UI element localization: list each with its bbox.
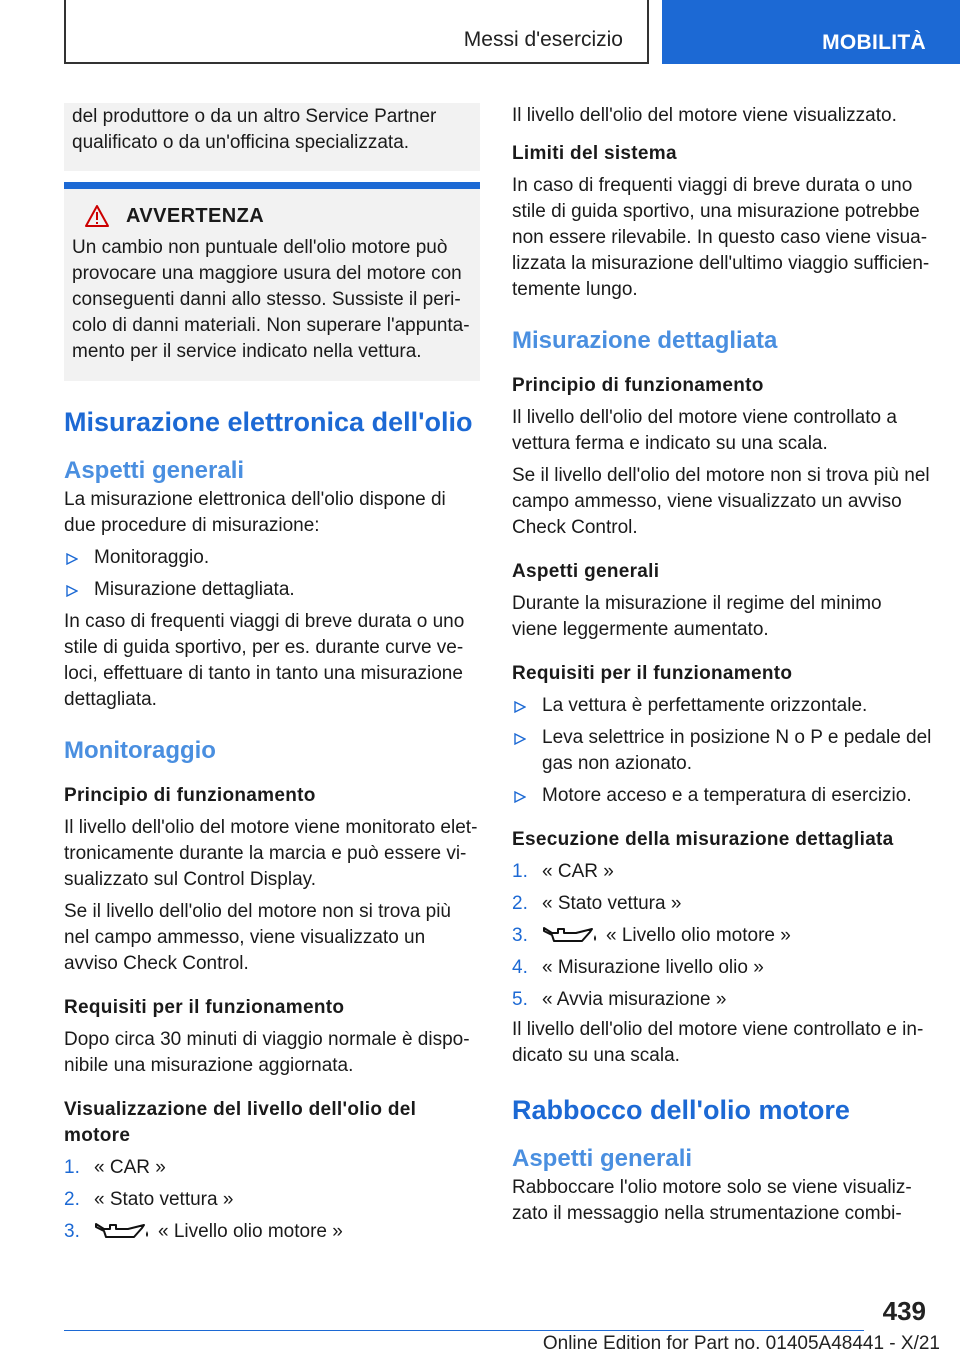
triangle-bullet-icon [514, 701, 526, 713]
warning-title: AVVERTENZA [126, 205, 265, 227]
step-text: « Livello olio motore » [158, 1221, 343, 1242]
header-chapter-tab [662, 0, 960, 64]
procedure-list [64, 545, 480, 603]
heading-system-limits: Limiti del sistema [512, 143, 677, 164]
limits-paragraph: In caso di frequenti viaggi di breve durata o uno stile di guida sportivo, una misurazione potrebbe non essere rilevabile. In questo caso viene visualizzata la misurazione dell'ultimo viaggio sufficientemente lungo. [512, 175, 930, 300]
requirements-list [512, 693, 932, 809]
step-item [64, 1187, 480, 1213]
step-number: 4. [512, 957, 528, 978]
heading-principle: Principio di funzionamento [64, 785, 316, 806]
step-item [512, 987, 932, 1013]
heading-requirements-detailed: Requisiti per il funzionamento [512, 663, 793, 684]
triangle-bullet-icon [514, 733, 526, 745]
list-item [512, 693, 932, 719]
warning-text: Un cambio non puntuale dell'olio motore può provocare una maggiore usura del motore con conseguenti danni allo stesso. Sussiste il pericolo di danni materiali. Non superare l'appuntamento per il service indicato nella vettura. [72, 237, 470, 362]
detailed-principle-paragraph-1: Il livello dell'olio del motore viene controllato a vettura ferma e indicato su una scala. [512, 407, 897, 454]
heading-general-detailed: Aspetti generali [512, 561, 660, 582]
principle-paragraph-2: Se il livello dell'olio del motore non si trova più nel campo ammesso, viene visualizzato un avviso Check Control. [64, 901, 451, 974]
subheading-detailed-measurement: Misurazione dettagliata [512, 327, 778, 354]
refill-paragraph: Rabboccare l'olio motore solo se viene visualizzato il messaggio nella strumentazione combi- [512, 1177, 912, 1224]
subheading-monitoring: Monitoraggio [64, 737, 216, 764]
warning-divider [64, 182, 480, 189]
heading-principle-detailed: Principio di funzionamento [512, 375, 764, 396]
right-top-paragraph: Il livello dell'olio del motore viene visualizzato. [512, 105, 897, 126]
page-number: 439 [882, 1296, 926, 1326]
after-steps-paragraph: Il livello dell'olio del motore viene controllato e indicato su una scala. [512, 1019, 924, 1066]
step-number: 5. [512, 989, 528, 1010]
intro-box [64, 103, 480, 171]
step-text: « Stato vettura » [542, 893, 682, 914]
triangle-bullet-icon [514, 791, 526, 803]
list-item-text: La vettura è perfettamente orizzontale. [542, 695, 868, 716]
right-column [512, 103, 932, 1227]
step-item [512, 923, 932, 949]
requirements-paragraph: Dopo circa 30 minuti di viaggio normale è disponibile una misurazione aggiornata. [64, 1029, 470, 1076]
list-item [512, 725, 932, 777]
warning-triangle-icon [84, 204, 110, 228]
heading-display-level: Visualizzazione del livello dell'olio del motore [64, 1099, 417, 1146]
footer-edition: Online Edition for Part no. 01405A48441 - X/21 [542, 1333, 940, 1354]
step-text: « Avvia misurazione » [542, 989, 727, 1010]
step-text: « CAR » [542, 861, 614, 882]
list-item-text: Monitoraggio. [94, 547, 210, 568]
header-section-title: Messi d'esercizio [463, 28, 623, 51]
step-item [64, 1155, 480, 1181]
section-title-refill: Rabbocco dell'olio motore [512, 1095, 850, 1125]
step-number: 2. [512, 893, 528, 914]
intro-text: del produttore o da un altro Service Partner qualificato o da un'officina specializzata. [72, 106, 437, 153]
warning-box [64, 189, 480, 381]
step-number: 3. [512, 925, 528, 946]
oil-can-icon [542, 923, 598, 945]
step-text: « Misurazione livello olio » [542, 957, 764, 978]
step-number: 3. [64, 1221, 80, 1242]
detailed-general-paragraph: Durante la misurazione il regime del minimo viene leggermente aumentato. [512, 593, 882, 640]
detailed-principle-paragraph-2: Se il livello dell'olio del motore non si trova più nel campo ammesso, viene visualizzato un avviso Check Control. [512, 465, 930, 538]
display-steps [64, 1155, 480, 1245]
list-item-text: Motore acceso e a temperatura di esercizio. [542, 785, 912, 806]
step-number: 1. [512, 861, 528, 882]
subheading-general: Aspetti generali [64, 457, 245, 484]
step-number: 1. [64, 1157, 80, 1178]
step-item [512, 955, 932, 981]
list-item [512, 783, 932, 809]
heading-execution: Esecuzione della misurazione dettagliata [512, 829, 894, 850]
warning-header [72, 203, 472, 229]
step-number: 2. [64, 1189, 80, 1210]
section-title-oil-measurement: Misurazione elettronica dell'olio [64, 407, 473, 437]
heading-requirements: Requisiti per il funzionamento [64, 997, 345, 1018]
step-text: « Livello olio motore » [606, 925, 791, 946]
general-paragraph-2: In caso di frequenti viaggi di breve durata o uno stile di guida sportivo, per es. durante curve veloci, effettuare di tanto in tanto una misurazione dettagliata. [64, 611, 465, 710]
step-text: « CAR » [94, 1157, 166, 1178]
step-item [512, 891, 932, 917]
step-text: « Stato vettura » [94, 1189, 234, 1210]
subheading-refill-general: Aspetti generali [512, 1145, 693, 1172]
general-paragraph-1: La misurazione elettronica dell'olio dispone di due procedure di misurazione: [64, 489, 446, 536]
triangle-bullet-icon [66, 553, 78, 565]
step-item [512, 859, 932, 885]
footer-divider [64, 1330, 864, 1331]
oil-can-icon [94, 1219, 150, 1241]
header-chapter-label: MOBILITÀ [822, 31, 926, 54]
list-item-text: Misurazione dettagliata. [94, 579, 295, 600]
execution-steps [512, 859, 932, 1013]
header-section-box [64, 0, 649, 64]
list-item [64, 545, 480, 571]
list-item-text: Leva selettrice in posizione N o P e pedale del gas non azionato. [542, 727, 932, 774]
left-column [64, 103, 480, 1245]
list-item [64, 577, 480, 603]
principle-paragraph-1: Il livello dell'olio del motore viene monitorato elettronicamente durante la marcia e può essere visualizzato sul Control Display. [64, 817, 478, 890]
step-item [64, 1219, 480, 1245]
triangle-bullet-icon [66, 585, 78, 597]
